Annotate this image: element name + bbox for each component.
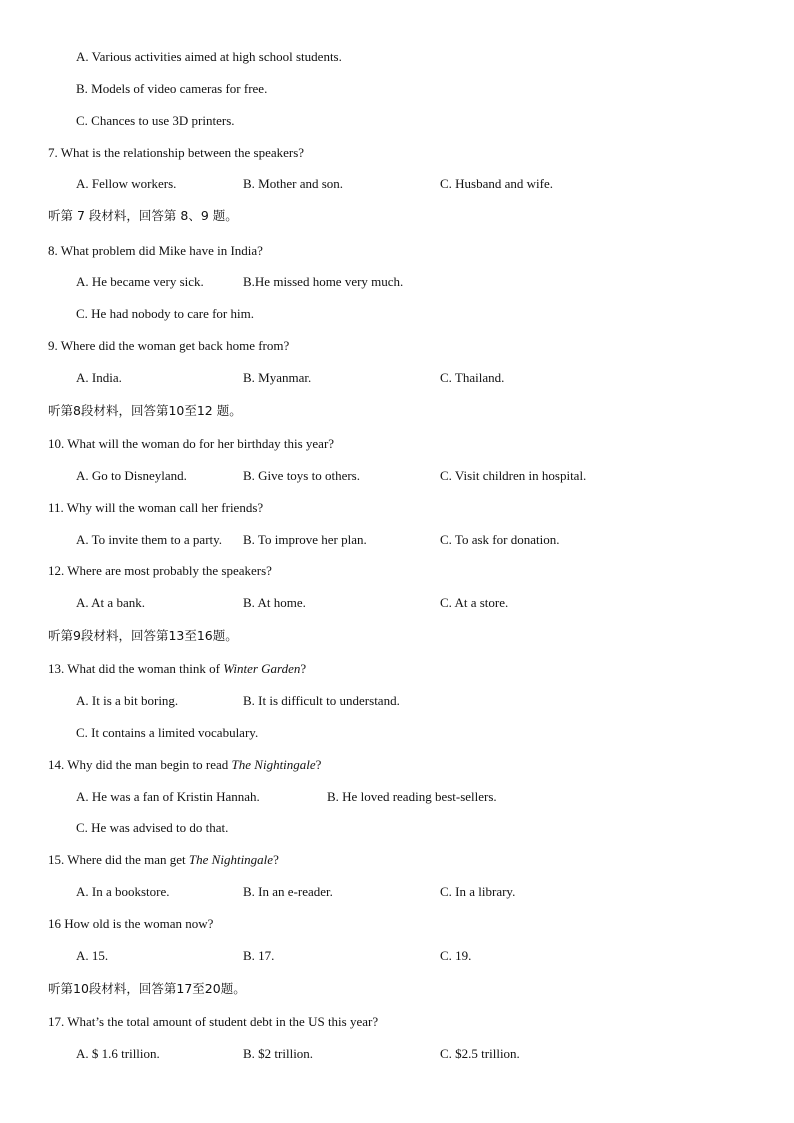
q11-stem: 11. Why will the woman call her friends? xyxy=(48,500,264,515)
q9-option-b: B. Myanmar. xyxy=(243,370,312,385)
q9-stem: 9. Where did the woman get back home from? xyxy=(48,338,290,353)
q14-options xyxy=(76,789,776,805)
q8-option-c: C. He had nobody to care for him. xyxy=(76,306,254,321)
q12-stem: 12. Where are most probably the speakers? xyxy=(48,563,272,578)
q9-option-a: A. India. xyxy=(76,370,122,385)
q7-options xyxy=(76,176,776,192)
q16-options xyxy=(76,948,776,964)
q13-book-title: Winter Garden xyxy=(223,661,301,676)
q9-option-c: C. Thailand. xyxy=(440,370,505,385)
q13-stem xyxy=(48,661,306,677)
q7-option-b: B. Mother and son. xyxy=(243,176,344,191)
q14-option-a: A. He was a fan of Kristin Hannah. xyxy=(76,789,260,804)
q7-stem: 7. What is the relationship between the speakers? xyxy=(48,145,305,160)
q11-option-a: A. To invite them to a party. xyxy=(76,532,223,547)
q8-options xyxy=(76,274,776,290)
q15-book-title: The Nightingale xyxy=(188,852,274,867)
q14-stem-text: 14. Why did the man begin to read xyxy=(48,757,232,772)
q8-stem: 8. What problem did Mike have in India? xyxy=(48,243,263,258)
q16-option-a: A. 15. xyxy=(76,948,109,963)
q15-option-b: B. In an e-reader. xyxy=(243,884,333,899)
section-9-heading: 听第9段材料，回答第13至16题。 xyxy=(48,628,238,643)
q15-stem-end: ? xyxy=(273,852,279,867)
q14-stem-end: ? xyxy=(315,757,322,772)
q10-options xyxy=(76,468,776,484)
q17-option-a: A. $ 1.6 trillion. xyxy=(76,1046,160,1061)
q16-stem: 16 How old is the woman now? xyxy=(48,916,214,931)
q8-option-a: A. He became very sick. xyxy=(76,274,204,289)
q12-option-a: A. At a bank. xyxy=(76,595,145,610)
q14-option-b: B. He loved reading best-sellers. xyxy=(327,789,497,804)
q10-option-a: A. Go to Disneyland. xyxy=(76,468,187,483)
q12-option-b: B. At home. xyxy=(243,595,306,610)
q15-stem-text: 15. Where did the man get xyxy=(48,852,189,867)
q11-option-b: B. To improve her plan. xyxy=(243,532,367,547)
q15-option-a: A. In a bookstore. xyxy=(76,884,170,899)
q6-option-c: C. Chances to use 3D printers. xyxy=(76,113,235,128)
section-10-heading: 听第10段材料，回答第17至20题。 xyxy=(48,981,246,996)
section-8-heading: 听第8段材料，回答第10至12 题。 xyxy=(48,403,242,418)
q15-options xyxy=(76,884,776,900)
q12-option-c: C. At a store. xyxy=(440,595,509,610)
q8-option-b: B.He missed home very much. xyxy=(243,274,404,289)
q14-option-c: C. He was advised to do that. xyxy=(76,820,229,835)
q10-stem: 10. What will the woman do for her birthday this year? xyxy=(48,436,335,451)
q13-option-c: C. It contains a limited vocabulary. xyxy=(76,725,259,740)
q7-option-a: A. Fellow workers. xyxy=(76,176,177,191)
q15-option-c: C. In a library. xyxy=(440,884,516,899)
q15-stem xyxy=(48,852,279,868)
q16-option-b: B. 17. xyxy=(243,948,275,963)
q9-options xyxy=(76,370,776,386)
q10-option-b: B. Give toys to others. xyxy=(243,468,360,483)
q10-option-c: C. Visit children in hospital. xyxy=(440,468,587,483)
q13-options xyxy=(76,693,776,709)
q11-options xyxy=(76,532,776,548)
q13-option-a: A. It is a bit boring. xyxy=(76,693,179,708)
section-7-heading: 听第 7 段材料，回答第 8、9 题。 xyxy=(48,208,238,223)
q13-stem-text: 13. What did the woman think of xyxy=(48,661,224,676)
q17-options xyxy=(76,1046,776,1062)
q17-option-c: C. $2.5 trillion. xyxy=(440,1046,520,1061)
q6-option-a: A. Various activities aimed at high school students. xyxy=(76,49,342,64)
q16-option-c: C. 19. xyxy=(440,948,472,963)
q17-option-b: B. $2 trillion. xyxy=(243,1046,314,1061)
q13-stem-end: ? xyxy=(300,661,307,676)
q14-stem xyxy=(48,757,321,773)
q6-option-b: B. Models of video cameras for free. xyxy=(76,81,268,96)
q7-option-c: C. Husband and wife. xyxy=(440,176,554,191)
q11-option-c: C. To ask for donation. xyxy=(440,532,560,547)
q14-book-title: The Nightingale xyxy=(231,757,316,772)
q13-option-b: B. It is difficult to understand. xyxy=(243,693,400,708)
q12-options xyxy=(76,595,776,611)
q17-stem: 17. What’s the total amount of student debt in the US this year? xyxy=(48,1014,379,1029)
